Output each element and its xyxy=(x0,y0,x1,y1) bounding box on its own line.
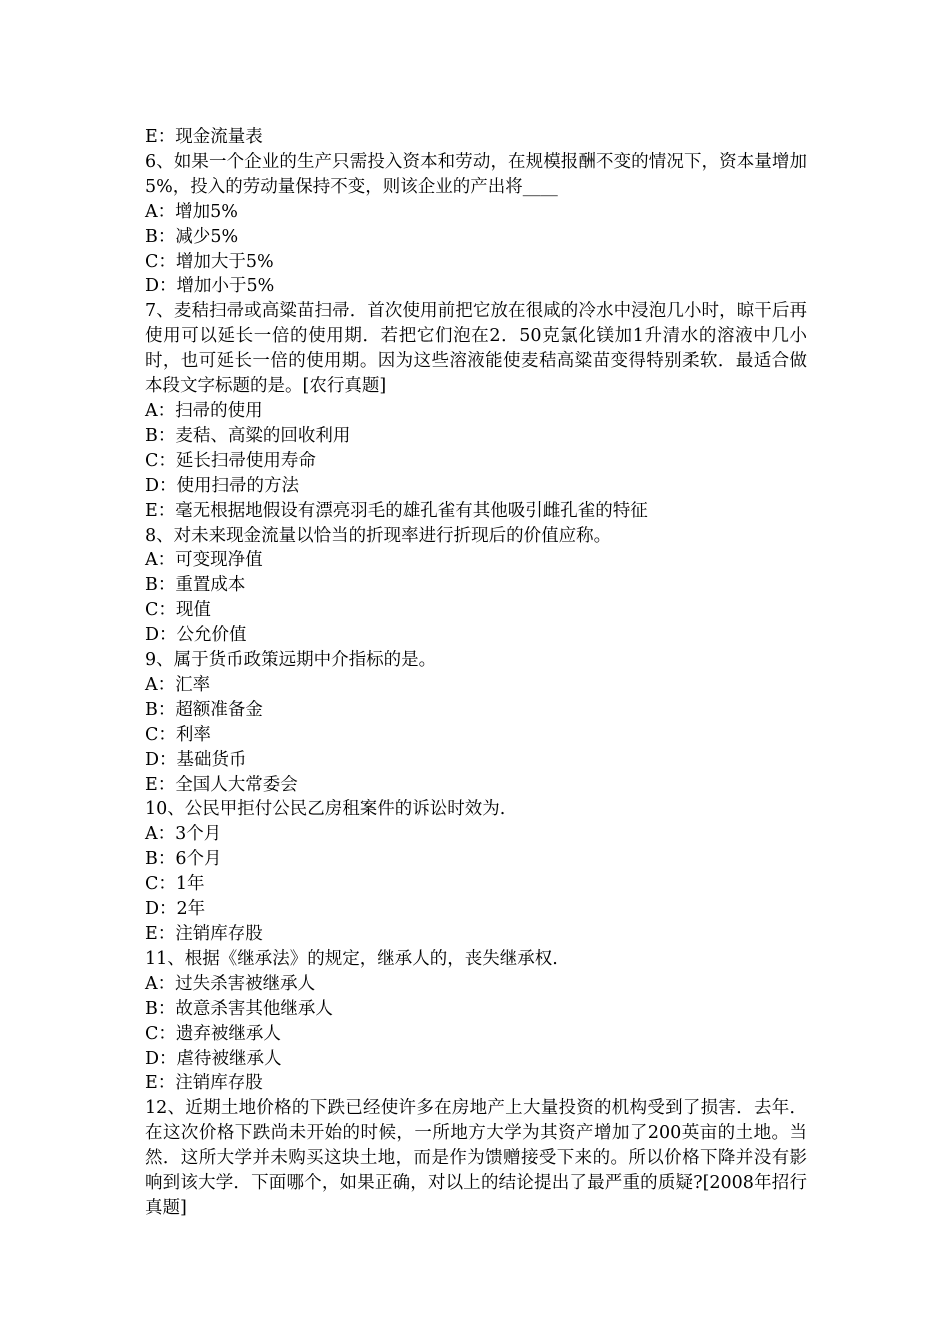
option-e: E：注销库存股 xyxy=(145,1073,263,1094)
option-a: A：扫帚的使用 xyxy=(145,400,263,421)
option-d: D：2年 xyxy=(145,899,206,920)
option-a: A：可变现净值 xyxy=(145,550,263,571)
option-c: C：1年 xyxy=(145,874,205,895)
option-b: B：故意杀害其他继承人 xyxy=(145,998,333,1019)
option-c: C：遗弃被继承人 xyxy=(145,1023,281,1044)
question-stem: 12、近期土地价格的下跌已经使许多在房地产上大量投资的机构受到了损害．去年．在这次价格下跌尚未开始的时候，一所地方大学为其资产增加了200英亩的土地。当然．这所大学并未购买这块土地，而是作为馈赠接受下来的。所以价格下降并没有影响到该大学．下面哪个，如果正确，对以上的结论提出了最严重的质疑?[2008年招行真题] xyxy=(145,1098,807,1218)
option-c: C：利率 xyxy=(145,724,211,745)
question-stem: 10、公民甲拒付公民乙房租案件的诉讼时效为. xyxy=(145,799,506,820)
option-a: A：汇率 xyxy=(145,674,211,695)
option-c: C：现值 xyxy=(145,600,211,621)
option-c: C：延长扫帚使用寿命 xyxy=(145,450,316,471)
option-e-cash-flow: E：现金流量表 xyxy=(145,127,263,147)
option-b: B：减少5% xyxy=(145,226,239,247)
option-b: B：麦秸、高粱的回收利用 xyxy=(145,425,351,446)
option-d: D：增加小于5% xyxy=(145,276,275,297)
question-12 xyxy=(145,1096,807,1221)
option-c: C：增加大于5% xyxy=(145,251,274,272)
question-8 xyxy=(145,524,807,649)
option-d: D：使用扫帚的方法 xyxy=(145,475,300,496)
option-e: E：注销库存股 xyxy=(145,924,263,944)
document-page xyxy=(145,125,807,1221)
question-stem: 11、根据《继承法》的规定，继承人的，丧失继承权. xyxy=(145,948,558,969)
option-e: E：全国人大常委会 xyxy=(145,774,298,795)
option-a: A：增加5% xyxy=(145,201,238,222)
question-stem: 8、对未来现金流量以恰当的折现率进行折现后的价值应称。 xyxy=(145,525,612,546)
option-b: B：超额准备金 xyxy=(145,699,263,720)
option-d: D：公允价值 xyxy=(145,625,247,646)
question-9 xyxy=(145,648,807,797)
option-d: D：基础货币 xyxy=(145,749,247,770)
question-stem: 7、麦秸扫帚或高粱苗扫帚．首次使用前把它放在很咸的冷水中浸泡几小时，晾干后再使用可以延长一倍的使用期．若把它们泡在2．50克氯化镁加1升清水的溶液中几小时，也可延长一倍的使用期。因为这些溶液能使麦秸高粱苗变得特别柔软．最适合做本段文字标题的是。[农行真题] xyxy=(145,301,807,397)
option-a: A：过失杀害被继承人 xyxy=(145,973,316,994)
option-e: E：毫无根据地假设有漂亮羽毛的雄孔雀有其他吸引雌孔雀的特征 xyxy=(145,500,648,521)
option-d: D：虐待被继承人 xyxy=(145,1048,282,1069)
option-b: B：重置成本 xyxy=(145,575,246,596)
option-b: B：6个月 xyxy=(145,849,222,870)
question-stem: 6、如果一个企业的生产只需投入资本和劳动，在规模报酬不变的情况下，资本量增加5%，投入的劳动量保持不变，则该企业的产出将____ xyxy=(145,151,807,197)
question-11 xyxy=(145,947,807,1096)
question-7 xyxy=(145,299,807,523)
question-stem: 9、属于货币政策远期中介指标的是。 xyxy=(145,650,437,671)
question-10 xyxy=(145,797,807,946)
option-a: A：3个月 xyxy=(145,824,222,845)
question-6 xyxy=(145,150,807,299)
